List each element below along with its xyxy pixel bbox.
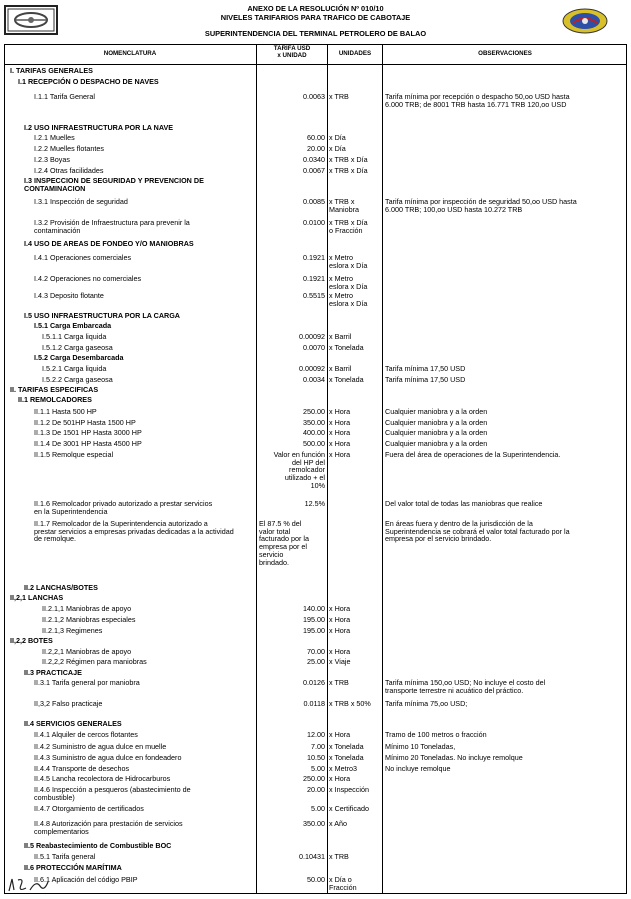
row-nomenclatura: II.2.1,2 Maniobras especiales <box>42 615 136 624</box>
row-unidades: x Metro eslora x Día <box>329 291 368 308</box>
row-nomenclatura: I.5 USO INFRAESTRUCTURA POR LA CARGA <box>24 311 180 320</box>
row-unidades: x Hora <box>329 428 351 437</box>
signature-mark <box>6 876 50 894</box>
row-observaciones: Mínimo 10 Toneladas, <box>385 742 456 751</box>
row-tarifa: El 87.5 % del valor total facturado por la empresa por el servicio brindado. <box>259 519 309 567</box>
row-tarifa: 0.1921 <box>303 253 325 262</box>
row-observaciones: Cualquier maniobra y a la orden <box>385 418 488 427</box>
row-tarifa: 0.0034 <box>303 375 325 384</box>
row-tarifa: 500.00 <box>303 439 325 448</box>
row-observaciones: Tarifa mínima por inspección de seguridad 50,oo USD hasta 6.000 TRB; 100,oo USD hasta 10.272 TRB <box>385 197 577 214</box>
row-unidades: x Metro eslora x Día <box>329 274 368 291</box>
row-observaciones: Del valor total de todas las maniobras que realice <box>385 499 543 508</box>
row-nomenclatura: II.1.1 Hasta 500 HP <box>34 407 97 416</box>
row-observaciones: Tarifa mínima 75,oo USD; <box>385 699 468 708</box>
row-nomenclatura: II.2.1,3 Regimenes <box>42 626 103 635</box>
row-nomenclatura: II.4.7 Otorgamiento de certificados <box>34 804 144 813</box>
row-nomenclatura: I. TARIFAS GENERALES <box>10 66 93 75</box>
row-tarifa: 195.00 <box>303 626 325 635</box>
row-unidades: x TRB x 50% <box>329 699 371 708</box>
row-nomenclatura: II.1 REMOLCADORES <box>18 395 92 404</box>
row-unidades: x Hora <box>329 647 351 656</box>
row-nomenclatura: II.2 LANCHAS/BOTES <box>24 583 98 592</box>
row-nomenclatura: II.4.8 Autorización para prestación de servicios complementarios <box>34 819 183 836</box>
row-tarifa: 5.00 <box>311 764 325 773</box>
row-tarifa: 140.00 <box>303 604 325 613</box>
header-line-3: SUPERINTENDENCIA DEL TERMINAL PETROLERO DE BALAO <box>204 29 427 38</box>
row-nomenclatura: II.4.1 Alquiler de cercos flotantes <box>34 730 138 739</box>
row-nomenclatura: II.2,2,2 Régimen para maniobras <box>42 657 147 666</box>
row-unidades: x Tonelada <box>329 343 364 352</box>
row-nomenclatura: I.5.2 Carga Desembarcada <box>34 353 124 362</box>
row-nomenclatura: II,3,2 Falso practicaje <box>34 699 103 708</box>
row-nomenclatura: II.4.4 Transporte de desechos <box>34 764 130 773</box>
row-unidades: x Barril <box>329 332 352 341</box>
row-nomenclatura: II.4 SERVICIOS GENERALES <box>24 719 122 728</box>
row-tarifa: 50.00 <box>307 875 325 884</box>
row-tarifa: 250.00 <box>303 407 325 416</box>
row-tarifa: 0.0070 <box>303 343 325 352</box>
row-tarifa: 195.00 <box>303 615 325 624</box>
row-nomenclatura: I.5.1.2 Carga gaseosa <box>42 343 113 352</box>
row-nomenclatura: II.1.2 De 501HP Hasta 1500 HP <box>34 418 136 427</box>
row-nomenclatura: II.4.5 Lancha recolectora de Hidrocarburos <box>34 774 171 783</box>
row-nomenclatura: II.4.3 Suministro de agua dulce en fondeadero <box>34 753 182 762</box>
row-unidades: x Certificado <box>329 804 369 813</box>
row-nomenclatura: II.4.6 Inspección a pesqueros (abastecimiento de combustible) <box>34 785 191 802</box>
row-tarifa: 250.00 <box>303 774 325 783</box>
row-tarifa: 0.10431 <box>299 852 325 861</box>
row-tarifa: 0.0118 <box>303 699 325 708</box>
row-nomenclatura: I.5.1 Carga Embarcada <box>34 321 112 330</box>
row-observaciones: Tarifa mínima 150,oo USD; No incluye el costo del transporte terrestre ni acuático del práctico. <box>385 678 546 695</box>
column-header-nomenclatura: NOMENCLATURA <box>103 50 157 57</box>
row-unidades: x Inspección <box>329 785 369 794</box>
row-observaciones: Mínimo 20 Toneladas. No incluye remolque <box>385 753 523 762</box>
row-tarifa: 0.0085 <box>303 197 325 206</box>
row-observaciones: Cualquier maniobra y a la orden <box>385 439 488 448</box>
row-nomenclatura: II.2,2,1 Maniobras de apoyo <box>42 647 132 656</box>
row-unidades: x TRB <box>329 92 349 101</box>
column-header-observaciones: OBSERVACIONES <box>478 50 532 57</box>
row-nomenclatura: II.5.1 Tarifa general <box>34 852 96 861</box>
document-header <box>0 0 631 44</box>
row-observaciones: En áreas fuera y dentro de la jurisdicción de la Superintendencia se cobrará el valor total facturado por la empresa por el servicio brindado. <box>385 519 570 544</box>
row-unidades: x TRB <box>329 678 349 687</box>
row-nomenclatura: II,2,1 LANCHAS <box>10 593 64 602</box>
row-tarifa: 0.0100 <box>303 218 325 227</box>
row-unidades: x Día <box>329 144 346 153</box>
row-tarifa: 70.00 <box>307 647 325 656</box>
row-nomenclatura: I.3 INSPECCION DE SEGURIDAD Y PREVENCION DE CONTAMINACION <box>24 176 204 193</box>
row-unidades: x Año <box>329 819 347 828</box>
row-tarifa: 5.00 <box>311 804 325 813</box>
row-observaciones: No incluye remolque <box>385 764 451 773</box>
row-unidades: x Día <box>329 133 346 142</box>
row-nomenclatura: II.6.1 Aplicación del código PBIP <box>34 875 138 884</box>
row-unidades: x Hora <box>329 450 351 459</box>
row-tarifa: 0.1921 <box>303 274 325 283</box>
row-tarifa: 0.00092 <box>299 364 325 373</box>
row-nomenclatura: II. TARIFAS ESPECIFICAS <box>10 385 99 394</box>
row-tarifa: 20.00 <box>307 785 325 794</box>
row-nomenclatura: II.1.4 De 3001 HP Hasta 4500 HP <box>34 439 142 448</box>
row-nomenclatura: I.3.2 Provisión de Infraestructura para prevenir la contaminación <box>34 218 190 235</box>
row-tarifa: 0.0067 <box>303 166 325 175</box>
row-nomenclatura: II.1.5 Remolque especial <box>34 450 114 459</box>
row-tarifa: 0.0063 <box>303 92 325 101</box>
row-tarifa: 25.00 <box>307 657 325 666</box>
row-tarifa: Valor en función del HP del remolcador utilizado + el 10% <box>273 450 325 490</box>
row-unidades: x Hora <box>329 439 351 448</box>
row-tarifa: 20.00 <box>307 144 325 153</box>
row-nomenclatura: I.1.1 Tarifa General <box>34 92 95 101</box>
row-tarifa: 350.00 <box>303 418 325 427</box>
header-line-2: NIVELES TARIFARIOS PARA TRAFICO DE CABOTAJE <box>220 13 411 22</box>
row-tarifa: 12.00 <box>307 730 325 739</box>
row-nomenclatura: II,2,2 BOTES <box>10 636 53 645</box>
row-unidades: x Hora <box>329 730 351 739</box>
column-header-unidades: UNIDADES <box>338 50 372 57</box>
row-unidades: x Hora <box>329 774 351 783</box>
row-unidades: x Hora <box>329 418 351 427</box>
row-nomenclatura: II.1.7 Remolcador de la Superintendencia autorizado a prestar servicios a empresas privadas dedicadas a la actividad de remolque. <box>34 519 234 544</box>
row-unidades: x Viaje <box>329 657 351 666</box>
row-unidades: x Metro eslora x Día <box>329 253 368 270</box>
row-nomenclatura: II.5 Reabastecimiento de Combustible BOC <box>24 841 172 850</box>
row-tarifa: 400.00 <box>303 428 325 437</box>
row-tarifa: 7.00 <box>311 742 325 751</box>
row-unidades: x TRB x Día <box>329 155 368 164</box>
navy-badge-icon <box>560 6 610 36</box>
row-unidades: x Hora <box>329 626 351 635</box>
row-nomenclatura: I.4.1 Operaciones comerciales <box>34 253 132 262</box>
row-observaciones: Tarifa mínima 17,50 USD <box>385 375 466 384</box>
row-nomenclatura: I.4.3 Deposito flotante <box>34 291 104 300</box>
row-unidades: x Hora <box>329 604 351 613</box>
row-observaciones: Cualquier maniobra y a la orden <box>385 428 488 437</box>
row-observaciones: Cualquier maniobra y a la orden <box>385 407 488 416</box>
row-nomenclatura: II.6 PROTECCIÓN MARÍTIMA <box>24 863 122 872</box>
row-tarifa: 0.5515 <box>303 291 325 300</box>
row-tarifa: 0.00092 <box>299 332 325 341</box>
row-tarifa: 60.00 <box>307 133 325 142</box>
row-unidades: x TRB <box>329 852 349 861</box>
row-unidades: x TRB x Maniobra <box>329 197 359 214</box>
row-unidades: x Día o Fracción <box>329 875 357 892</box>
row-unidades: x Tonelada <box>329 742 364 751</box>
row-unidades: x Metro3 <box>329 764 357 773</box>
row-nomenclatura: I.4 USO DE AREAS DE FONDEO Y/O MANIOBRAS <box>24 239 194 248</box>
row-nomenclatura: I.5.2.2 Carga gaseosa <box>42 375 113 384</box>
row-observaciones: Tarifa mínima por recepción o despacho 50,oo USD hasta 6.000 TRB; de 8001 TRB hasta 16.771 TRB 120,oo USD <box>385 92 570 109</box>
row-unidades: x Barril <box>329 364 352 373</box>
row-nomenclatura: I.4.2 Operaciones no comerciales <box>34 274 142 283</box>
row-tarifa: 0.0126 <box>303 678 325 687</box>
row-unidades: x Tonelada <box>329 753 364 762</box>
row-nomenclatura: II.1.3 De 1501 HP Hasta 3000 HP <box>34 428 142 437</box>
row-nomenclatura: I.2.3 Boyas <box>34 155 70 164</box>
row-unidades: x Hora <box>329 615 351 624</box>
row-nomenclatura: II.2.1,1 Maniobras de apoyo <box>42 604 132 613</box>
row-nomenclatura: II.3.1 Tarifa general por maniobra <box>34 678 140 687</box>
row-nomenclatura: I.2.4 Otras facilidades <box>34 166 104 175</box>
row-nomenclatura: I.2.2 Muelles flotantes <box>34 144 104 153</box>
row-tarifa: 0.0340 <box>303 155 325 164</box>
column-header-tarifa: TARIFA USD x UNIDAD <box>273 45 311 59</box>
row-nomenclatura: II.3 PRACTICAJE <box>24 668 82 677</box>
row-tarifa: 12.5% <box>304 499 325 508</box>
row-nomenclatura: I.3.1 Inspección de seguridad <box>34 197 128 206</box>
row-unidades: x TRB x Día o Fracción <box>329 218 368 235</box>
row-nomenclatura: II.4.2 Suministro de agua dulce en muelle <box>34 742 167 751</box>
row-nomenclatura: I.5.2.1 Carga liquida <box>42 364 107 373</box>
row-nomenclatura: I.1 RECEPCIÓN O DESPACHO DE NAVES <box>18 77 159 86</box>
row-tarifa: 350.00 <box>303 819 325 828</box>
row-tarifa: 10.50 <box>307 753 325 762</box>
row-nomenclatura: I.5.1.1 Carga liquida <box>42 332 107 341</box>
row-nomenclatura: I.2.1 Muelles <box>34 133 75 142</box>
row-nomenclatura: II.1.6 Remolcador privado autorizado a prestar servicios en la Superintendencia <box>34 499 213 516</box>
row-nomenclatura: I.2 USO INFRAESTRUCTURA POR LA NAVE <box>24 123 174 132</box>
header-line-1: ANEXO DE LA RESOLUCIÓN Nº 010/10 <box>247 4 384 13</box>
row-unidades: x Hora <box>329 407 351 416</box>
row-observaciones: Tarifa mínima 17,50 USD <box>385 364 466 373</box>
row-observaciones: Fuera del área de operaciones de la Superintendencia. <box>385 450 561 459</box>
row-observaciones: Tramo de 100 metros o fracción <box>385 730 487 739</box>
row-unidades: x TRB x Día <box>329 166 368 175</box>
row-unidades: x Tonelada <box>329 375 364 384</box>
